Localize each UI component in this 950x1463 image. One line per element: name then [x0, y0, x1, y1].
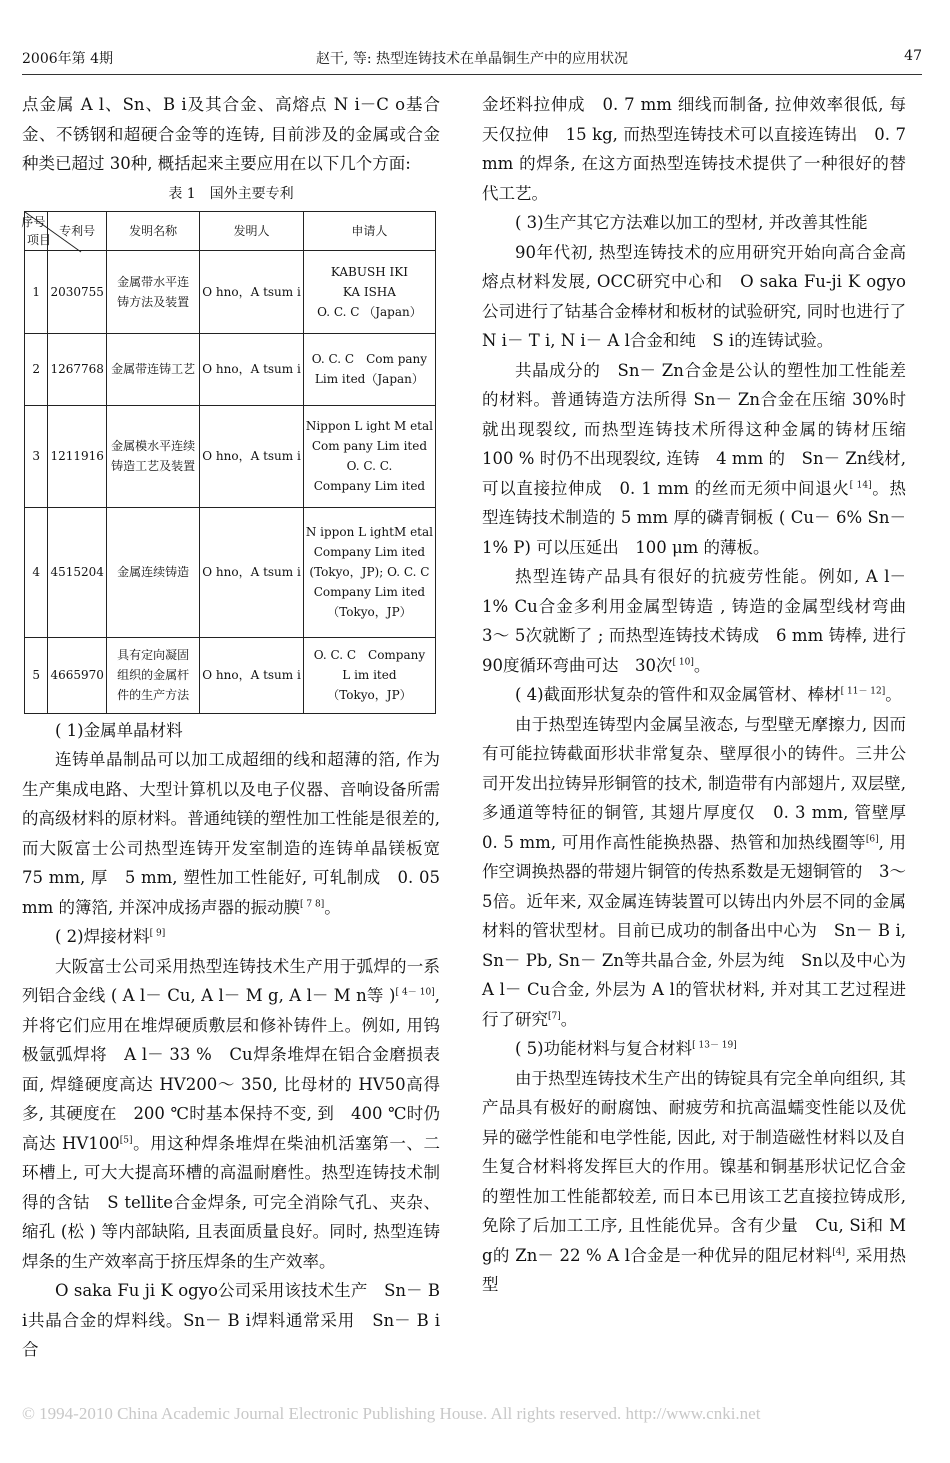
row-number: 5	[25, 637, 48, 713]
patent-number: 1211916	[48, 405, 107, 507]
citation: [7]	[548, 1011, 561, 1021]
applicant: O. C. C Com pany Lim ited（Japan）	[303, 333, 435, 405]
patent-number: 2030755	[48, 250, 107, 333]
section-heading-4: ( 4)截面形状复杂的管件和双金属管材、棒材[ 11－ 12]。	[515, 685, 902, 704]
intro-paragraph: 点金属 A l、Sn、B i及其合金、高熔点 N i－C o基合金、不锈钢和超硬合金等的连铸, 目前涉及的金属或合金种类已超过 30种, 概括起来主要应用在以下几个方面:	[22, 95, 440, 173]
section-heading-1: ( 1)金属单晶材料	[55, 720, 183, 740]
diagonal-header-cell	[21, 211, 52, 250]
invention-title: 金属模水平连续 铸造工艺及装置	[106, 405, 199, 507]
row-number: 1	[25, 250, 48, 333]
patent-number: 1267768	[48, 333, 107, 405]
citation: [5]	[119, 1135, 133, 1145]
citation: [ 13－ 19]	[692, 1040, 737, 1051]
patent-number: 4515204	[48, 507, 107, 637]
header-inventor: 发明人	[200, 211, 304, 250]
row-number: 4	[25, 507, 48, 637]
invention-title: 金属连续铸造	[106, 507, 199, 637]
header-patent-no: 专利号	[48, 211, 107, 250]
paragraph: 由于热型连铸技术生产出的铸锭具有完全单向组织, 其产品具有极好的耐腐蚀、耐疲劳和抗高温蠕变性能以及优异的磁学性能和电学性能, 因此, 对于制造磁性材料以及自生复合材料将发挥巨大的作用。镍基和铜基形状记忆合金的塑性加工性能都较差, 而日本已用该工艺直接拉铸成形, 免除了后加工工序, 且性能优异。含有少量 Cu, Si和 M g的 Zn－ 22 % A l合金是一种优异的阻尼材料[4], 采用热型	[482, 1068, 906, 1294]
citation: [ 11－ 12]	[840, 686, 886, 697]
header-applicant: 申请人	[303, 211, 435, 250]
citation: [6]	[865, 834, 879, 844]
citation: [ 7 8]	[300, 899, 325, 909]
invention-title: 金属带连铸工艺	[106, 333, 199, 405]
table-header-row	[25, 211, 436, 250]
row-number: 2	[25, 333, 48, 405]
table-caption: 表 1 国外主要专利	[168, 185, 294, 202]
applicant: Nippon L ight M etal Com pany Lim ited O. C. C. Company Lim ited	[303, 405, 435, 507]
table-row	[25, 637, 436, 713]
section-heading-3: ( 3)生产其它方法难以加工的型材, 并改善其性能	[515, 213, 868, 232]
section-heading-2: ( 2)焊接材料[ 9]	[55, 927, 166, 946]
invention-title: 具有定向凝固 组织的金属杆 件的生产方法	[106, 637, 199, 713]
paragraph: 由于热型连铸型内金属呈液态, 与型壁无摩擦力, 因而有可能拉铸截面形状非常复杂、壁厚很小的铸件。三井公司开发出拉铸异形铜管的技术, 制造带有内部翅片, 双层壁, 多通道等特征的铜管, 其翅片厚度仅 0. 3 mm, 管壁厚 0. 5 mm, 可用作高性能换热器、热管和加热线圈等[6], 用作空调换热器的带翅片铜管的传热系数是无翅铜管的 3～ 5倍。近年来, 双金属连铸装置可以铸出内外层不同的金属材料的管状型材。目前已成功的制备出中心为 Sn－ B i, Sn－ Pb, Sn－ Zn等共晶合金, 外层为纯 Sn以及中心为 A l－ Cu合金, 外层为 A l的管状材料, 并对其工艺过程进行了研究[7]。	[482, 714, 923, 1029]
table-row	[25, 405, 436, 507]
paragraph: O saka Fu ji K ogyo公司采用该技术生产 Sn－ B i共晶合金的焊料线。Sn－ B i焊料通常采用 Sn－ B i合	[22, 1281, 440, 1359]
row-number: 3	[25, 405, 48, 507]
section-heading-5: ( 5)功能材料与复合材料[ 13－ 19]	[515, 1039, 737, 1058]
paragraph: 共晶成分的 Sn－ Zn合金是公认的塑性加工性能差的材料。普通铸造方法所得 Sn－ Zn合金在压缩 30%时就出现裂纹, 而热型连铸技术所得这种金属的铸材压缩 100 % 时仍不出现裂纹, 连铸 4 mm 的 Sn－ Zn线材, 可以直接拉伸成 0. 1 mm 的丝而无须中间退火[ 14]。热型连铸技术制造的 5 mm 厚的磷青铜板 ( Cu－ 6% Sn－ 1% P) 可以压延出 100 μm 的薄板。	[482, 360, 923, 557]
invention-title: 金属带水平连 铸方法及装置	[106, 250, 199, 333]
paragraph: 大阪富士公司采用热型连铸技术生产用于弧焊的一系列铝合金线 ( A l－ Cu, A l－ M g, A l－ M n等 )[ 4－ 10], 并将它们应用在堆焊硬质敷层和修补铸件上。例如, 用钨极氩弧焊将 A l－ 33 % Cu焊条堆焊在铝合金磨损表面, 焊缝硬度高达 HV200～ 350, 比母材的 HV50高得多, 其硬度在 200 ℃时基本保持不变, 到 400 ℃时仍高达 HV100[5]。用这种焊条堆焊在柴油机活塞第一、二环槽上, 可大大提高环槽的高温耐磨性。热型连铸技术制得的含钴 S tellite合金焊条, 可完全消除气孔、夹杂、缩孔 (松 ) 等内部缺陷, 且表面质量良好。同时, 热型连铸焊条的生产效率高于挤压焊条的生产效率。	[22, 956, 441, 1271]
diag-top-label: 序号	[21, 214, 46, 229]
paragraph: 热型连铸产品具有很好的抗疲劳性能。例如, A l－ 1% Cu合金多利用金属型铸造 , 铸造的金属型线材弯曲 3～ 5次就断了 ; 而热型连铸技术铸成 6 mm 铸棒, 进行 90度循环弯曲可达 30次[ 10]。	[482, 567, 923, 675]
table-row	[25, 250, 436, 333]
paragraph: 连铸单晶制品可以加工成超细的线和超薄的箔, 作为生产集成电路、大型计算机以及电子仪器、音响设备所需的高级材料的原材料。普通纯镁的塑性加工性能是很差的, 而大阪富士公司热型连铸开发室制造的连铸单晶镁板宽 75 mm, 厚 5 mm, 塑性加工性能好, 可轧制成 0. 05 mm 的簿箔, 并深冲成扬声器的振动膜[ 7 8]。	[22, 750, 457, 917]
inventor: O hno，A tsum i	[200, 405, 304, 507]
right-column	[482, 90, 923, 1300]
header-title: 发明名称	[106, 211, 199, 250]
applicant: O. C. C Company L im ited （Tokyo，JP）	[303, 637, 435, 713]
table-row	[25, 507, 436, 637]
citation: [ 14]	[849, 480, 872, 490]
applicant: N ippon L ightM etal Company Lim ited (Tokyo，JP); O. C. C Company Lim ited （Tokyo，JP）	[303, 507, 435, 637]
applicant: KABUSH IKI KA ISHA O. C. C （Japan）	[303, 250, 435, 333]
citation: [ 9]	[149, 928, 166, 939]
citation: [ 10]	[672, 657, 694, 667]
running-header	[22, 44, 922, 75]
citation: [4]	[832, 1247, 846, 1257]
issue-label: 2006年第 4期	[22, 51, 113, 67]
paragraph: 金坯料拉伸成 0. 7 mm 细线而制备, 拉伸效率很低, 每天仅拉伸 15 kg, 而热型连铸技术可以直接连铸出 0. 7 mm 的焊条, 在这方面热型连铸技术提供了一种很好的替代工艺。	[482, 95, 906, 203]
diag-bottom-label: 项目	[27, 232, 52, 247]
inventor: O hno，A tsum i	[200, 507, 304, 637]
inventor: O hno，A tsum i	[200, 250, 304, 333]
citation: [ 4－ 10]	[395, 987, 435, 998]
inventor: O hno，A tsum i	[200, 333, 304, 405]
paragraph: 90年代初, 热型连铸技术的应用研究开始向高合金高熔点材料发展, OCC研究中心和 O saka Fu-ji K ogyo公司进行了钴基合金棒材和板材的试验研究, 同时也进行了 N i－ T i, N i－ A l合金和纯 S i的连铸试验。	[482, 242, 906, 350]
table-row	[25, 333, 436, 405]
copyright-watermark: © 1994-2010 China Academic Journal Electronic Publishing House. All rights reserved. http://www.cnki.net	[22, 1404, 761, 1423]
running-title: 赵干, 等: 热型连铸技术在单晶铜生产中的应用状况	[315, 51, 629, 67]
left-column	[21, 90, 457, 1365]
page-number: 47	[904, 48, 922, 64]
patent-table	[21, 211, 436, 714]
patent-number: 4665970	[48, 637, 107, 713]
inventor: O hno，A tsum i	[200, 637, 304, 713]
